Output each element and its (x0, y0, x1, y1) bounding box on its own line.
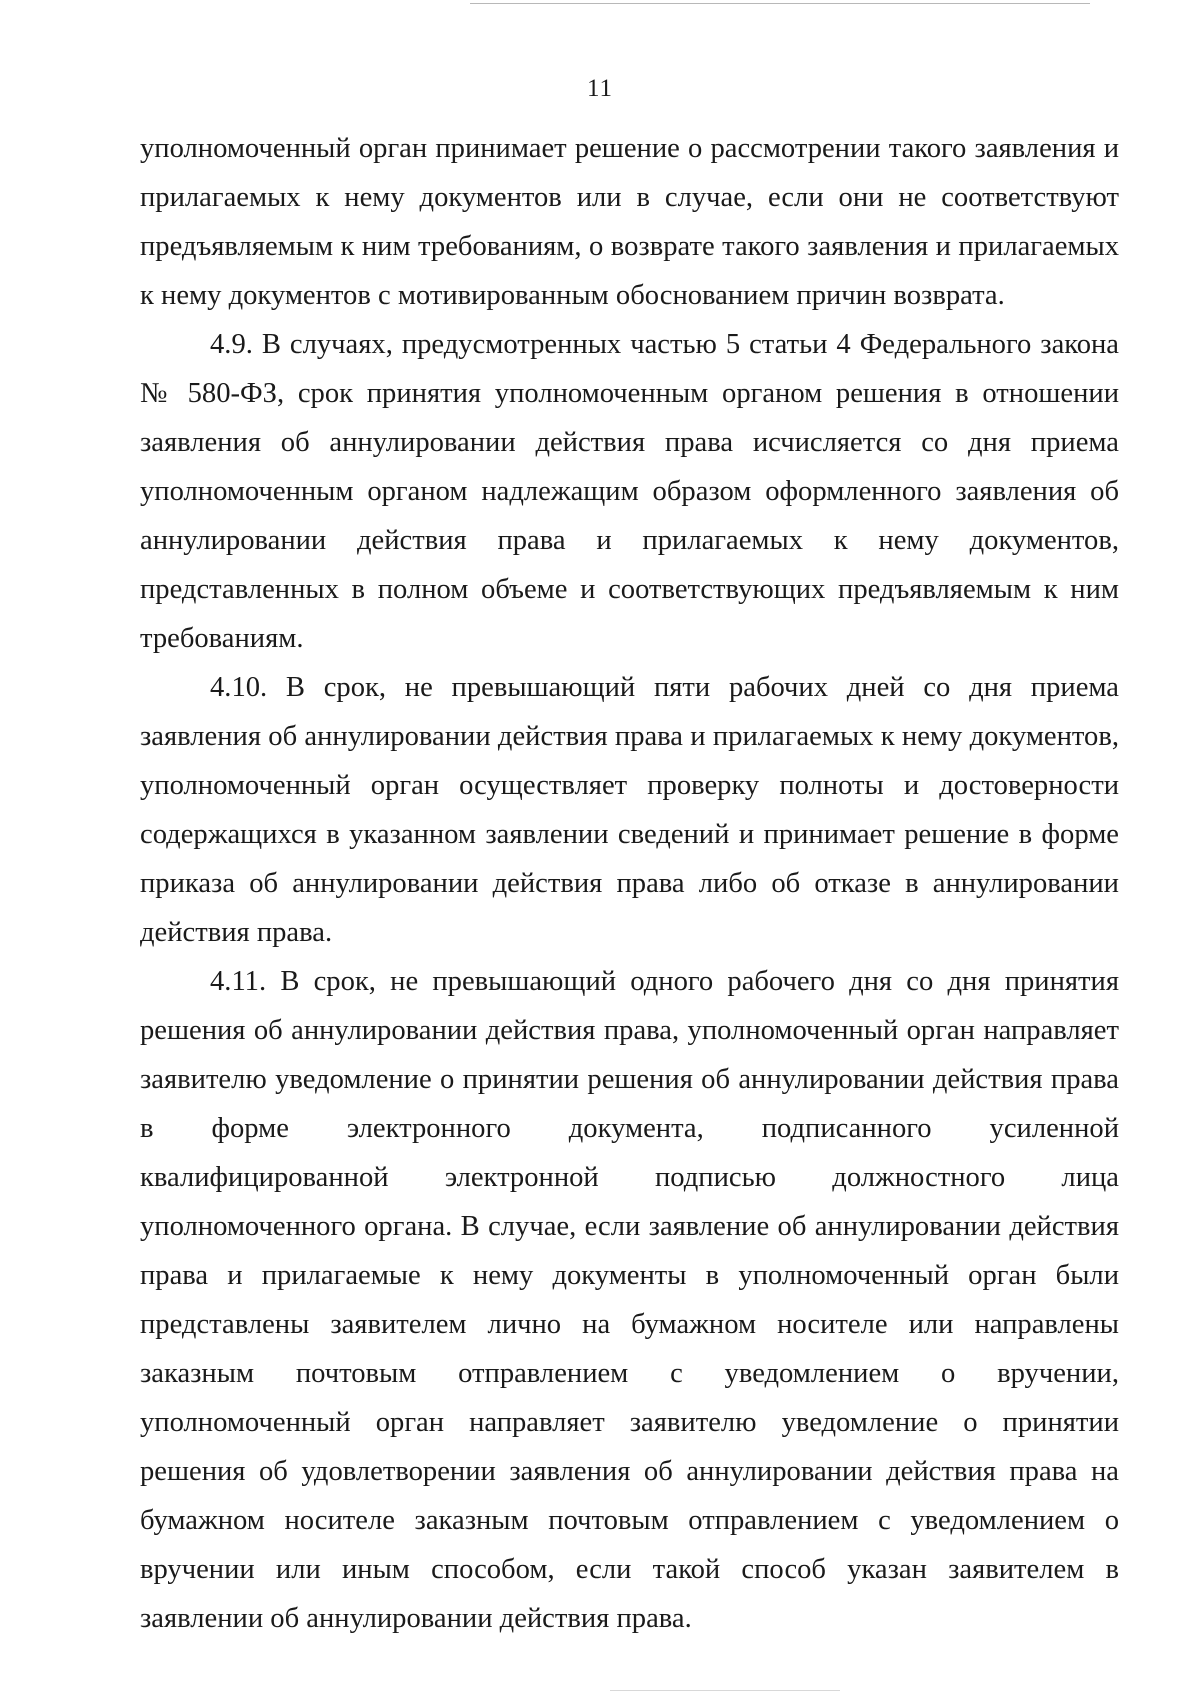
scan-edge-line (470, 3, 1090, 4)
paragraph-4-9: 4.9. В случаях, предусмотренных частью 5 статьи 4 Федерального закона № 580-ФЗ, срок принятия уполномоченным органом решения в отношении заявления об аннулировании действия права исчисляется со дня приема уполномоченным органом надлежащим образом оформленного заявления об аннулировании действия права и прилагаемых к нему документов, представленных в полном объеме и соответствующих предъявляемым к ним требованиям. (140, 329, 1119, 654)
document-body (140, 124, 1119, 1643)
paragraph-continuation: уполномоченный орган принимает решение о рассмотрении такого заявления и прилагаемых к нему документов или в случае, если они не соответствуют предъявляемым к ним требованиям, о возврате такого заявления и прилагаемых к нему документов с мотивированным обоснованием причин возврата. (140, 133, 1119, 311)
paragraph-4-11: 4.11. В срок, не превышающий одного рабочего дня со дня принятия решения об аннулировании действия права, уполномоченный орган направляет заявителю уведомление о принятии решения об аннулировании действия права в форме электронного документа, подписанного усиленной квалифицированной электронной подписью должностного лица уполномоченного органа. В случае, если заявление об аннулировании действия права и прилагаемые к нему документы в уполномоченный орган были представлены заявителем лично на бумажном носителе или направлены заказным почтовым отправлением с уведомлением о вручении, уполномоченный орган направляет заявителю уведомление о принятии решения об удовлетворении заявления об аннулировании действия права на бумажном носителе заказным почтовым отправлением с уведомлением о вручении или иным способом, если такой способ указан заявителем в заявлении об аннулировании действия права. (140, 966, 1119, 1634)
page-number: 11 (586, 75, 614, 102)
paragraph-4-10: 4.10. В срок, не превышающий пяти рабочих дней со дня приема заявления об аннулировании действия права и прилагаемых к нему документов, уполномоченный орган осуществляет проверку полноты и достоверности содержащихся в указанном заявлении сведений и принимает решение в форме приказа об аннулировании действия права либо об отказе в аннулировании действия права. (140, 672, 1119, 948)
scan-edge-line-bottom (610, 1690, 840, 1691)
